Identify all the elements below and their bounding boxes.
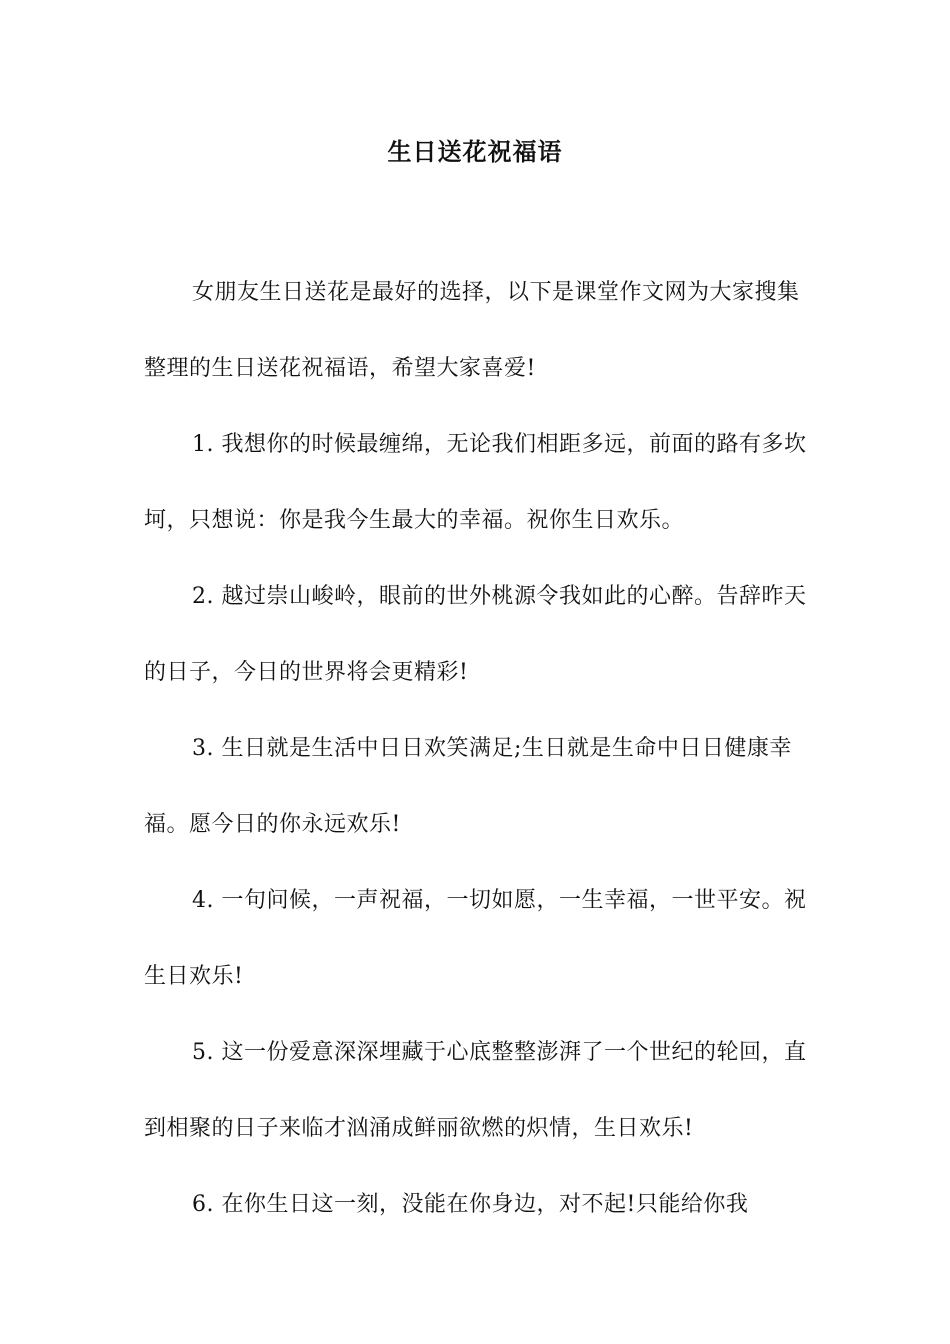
- document-title: 生日送花祝福语: [387, 138, 563, 166]
- paragraph-item-6: 6. 在你生日这一刻，没能在你身边，对不起!只能给你我: [192, 1192, 749, 1217]
- paragraph-intro: 女朋友生日送花是最好的选择，以下是课堂作文网为大家搜集整理的生日送花祝福语，希望大家喜爱!: [144, 280, 800, 381]
- paragraph-item-5: 5. 这一份爱意深深埋藏于心底整整澎湃了一个世纪的轮回，直到相聚的日子来临才汹涌成鲜丽欲燃的炽情，生日欢乐!: [144, 1040, 807, 1141]
- paragraph-item-2: 2. 越过崇山峻岭，眼前的世外桃源令我如此的心醉。告辞昨天的日子，今日的世界将会更精彩!: [144, 584, 807, 685]
- paragraph-item-4: 4. 一句问候，一声祝福，一切如愿，一生幸福，一世平安。祝生日欢乐!: [144, 888, 807, 989]
- paragraph-item-1: 1. 我想你的时候最缠绵，无论我们相距多远，前面的路有多坎坷，只想说：你是我今生最大的幸福。祝你生日欢乐。: [144, 432, 807, 533]
- paragraph-item-3: 3. 生日就是生活中日日欢笑满足;生日就是生命中日日健康幸福。愿今日的你永远欢乐!: [144, 736, 792, 837]
- document-body: [144, 255, 814, 1243]
